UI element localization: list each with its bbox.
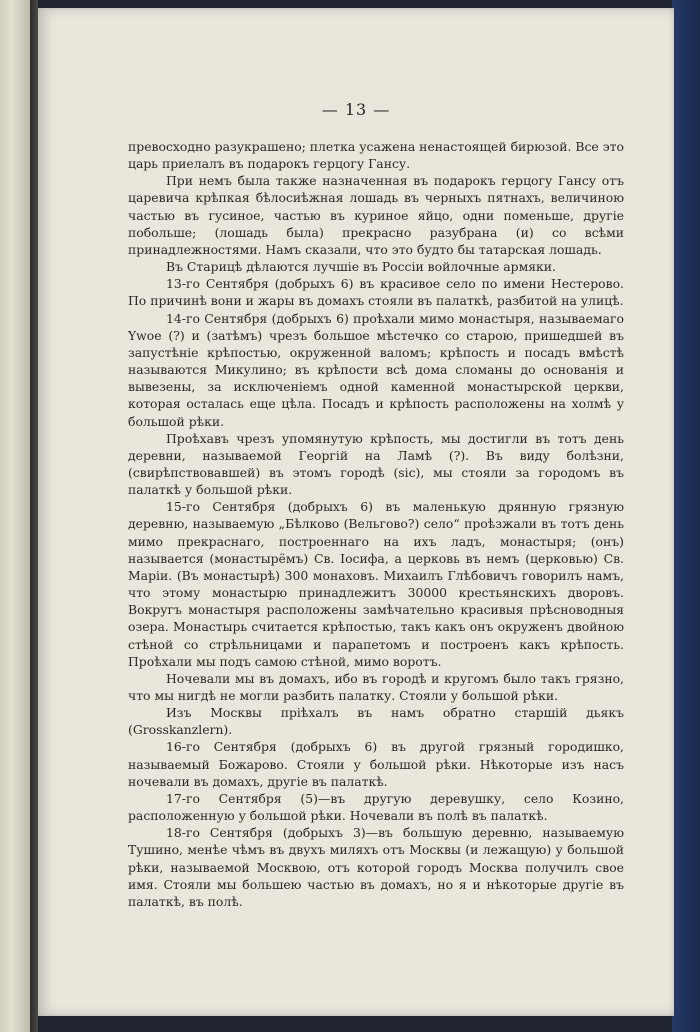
paragraph: Проѣхавъ чрезъ упомянутую крѣпость, мы достигли въ тотъ день деревни, называемой Георгій на Ламѣ (?). Въ виду болѣзни, (свирѣпствовавшей) въ этомъ городѣ (sic), мы стояли за городомъ въ палаткѣ у большой рѣки.: [128, 430, 624, 498]
paragraph: 14-го Сентября (добрыхъ 6) проѣхали мимо монастыря, называемаго Ywoe (?) и (затѣмъ) чрезъ большое мѣстечко со старою, пришедшей въ запустѣніе крѣпостью, окруженной валомъ; крѣпость и посадъ вмѣстѣ называются Микулино; въ крѣпости всѣ дома сломаны до основанія и вывезены, за исключеніемъ одной каменной монастырской церкви, которая осталась еще цѣла. Посадъ и крѣпость расположены на холмѣ у большой рѣки.: [128, 310, 624, 429]
paragraph: Ночевали мы въ домахъ, ибо въ городѣ и кругомъ было такъ грязно, что мы нигдѣ не могли разбить палатку. Стояли у большой рѣки.: [128, 670, 624, 703]
paragraph: 18-го Сентября (добрыхъ 3)—въ большую деревню, называемую Тушино, менѣе чѣмъ въ двухъ миляхъ отъ Москвы (и лежащую) у большой рѣки, называемой Москвою, отъ которой городъ Москва получилъ свое имя. Стояли мы большею частью въ домахъ, но я и нѣкоторые другіе въ палаткѣ, въ полѣ.: [128, 825, 624, 909]
paragraph: 16-го Сентября (добрыхъ 6) въ другой грязный городишко, называемый Божарово. Стояли у большой рѣки. Нѣкоторые изъ насъ ночевали въ домахъ, другіе въ палаткѣ.: [128, 739, 624, 789]
paragraph: При немъ была также назначенная въ подарокъ герцогу Гансу отъ царевича крѣпкая бѣлосиѣжная лошадь въ черныхъ пятнахъ, величиною частью въ гусиное, частью въ куриное яйцо, одни поменьше, другіе побольше; (лошадь была) прекрасно разубрана (и) со всѣми принадлежностями. Намъ сказали, что это будто бы татарская лошадь.: [128, 173, 624, 257]
paragraph: 17-го Сентября (5)—въ другую деревушку, село Козино, расположенную у большой рѣки. Ночевали въ полѣ въ палаткѣ.: [128, 790, 624, 824]
page-text: [128, 138, 624, 910]
book-gutter: [30, 0, 38, 1032]
paragraph: 15-го Сентября (добрыхъ 6) въ маленькую дрянную грязную деревню, называемую „Бѣлково (Вельгово?) село“ проѣзжали въ тотъ день мимо прекраснаго, построеннаго на ихъ ладъ, монастыря; (онъ) называется (монастырёмъ) Св. Іосифа, а церковь въ немъ (церковью) Св. Маріи. (Въ монастырѣ) 300 монаховъ. Михаилъ Глѣбовичъ говорилъ намъ, что этому монастырю принадлежитъ 30000 крестьянскихъ дворовъ. Вокругъ монастыря расположены замѣчательно красивыя прѣсноводныя озера. Монастырь считается крѣпостью, такъ какъ онъ окруженъ двойною стѣной со стрѣльницами и парапетомъ и построенъ какъ крѣпость. Проѣхали мы подъ самою стѣной, мимо воротъ.: [128, 499, 624, 669]
paragraph: 13-го Сентября (добрыхъ 6) въ красивое село по имени Нестерово. По причинѣ вони и жары въ домахъ стояли въ палаткѣ, разбитой на улицѣ.: [128, 276, 624, 309]
book-page: [38, 8, 674, 1016]
paragraph: Изъ Москвы пріѣхалъ въ намъ обратно старшій дьякъ (Grosskanzlern).: [128, 705, 624, 738]
paragraph: Въ Старицѣ дѣлаются лучшіе въ Россіи войлочные армяки.: [166, 259, 556, 275]
page-number: — 13 —: [321, 100, 391, 119]
paragraph: превосходно разукрашено; плетка усажена ненастоящей бирюзой. Все это царь приелалъ въ подарокъ герцогу Гансу.: [128, 139, 624, 172]
left-page-edge: [0, 0, 30, 1032]
book-cover-edge: [672, 0, 700, 1032]
